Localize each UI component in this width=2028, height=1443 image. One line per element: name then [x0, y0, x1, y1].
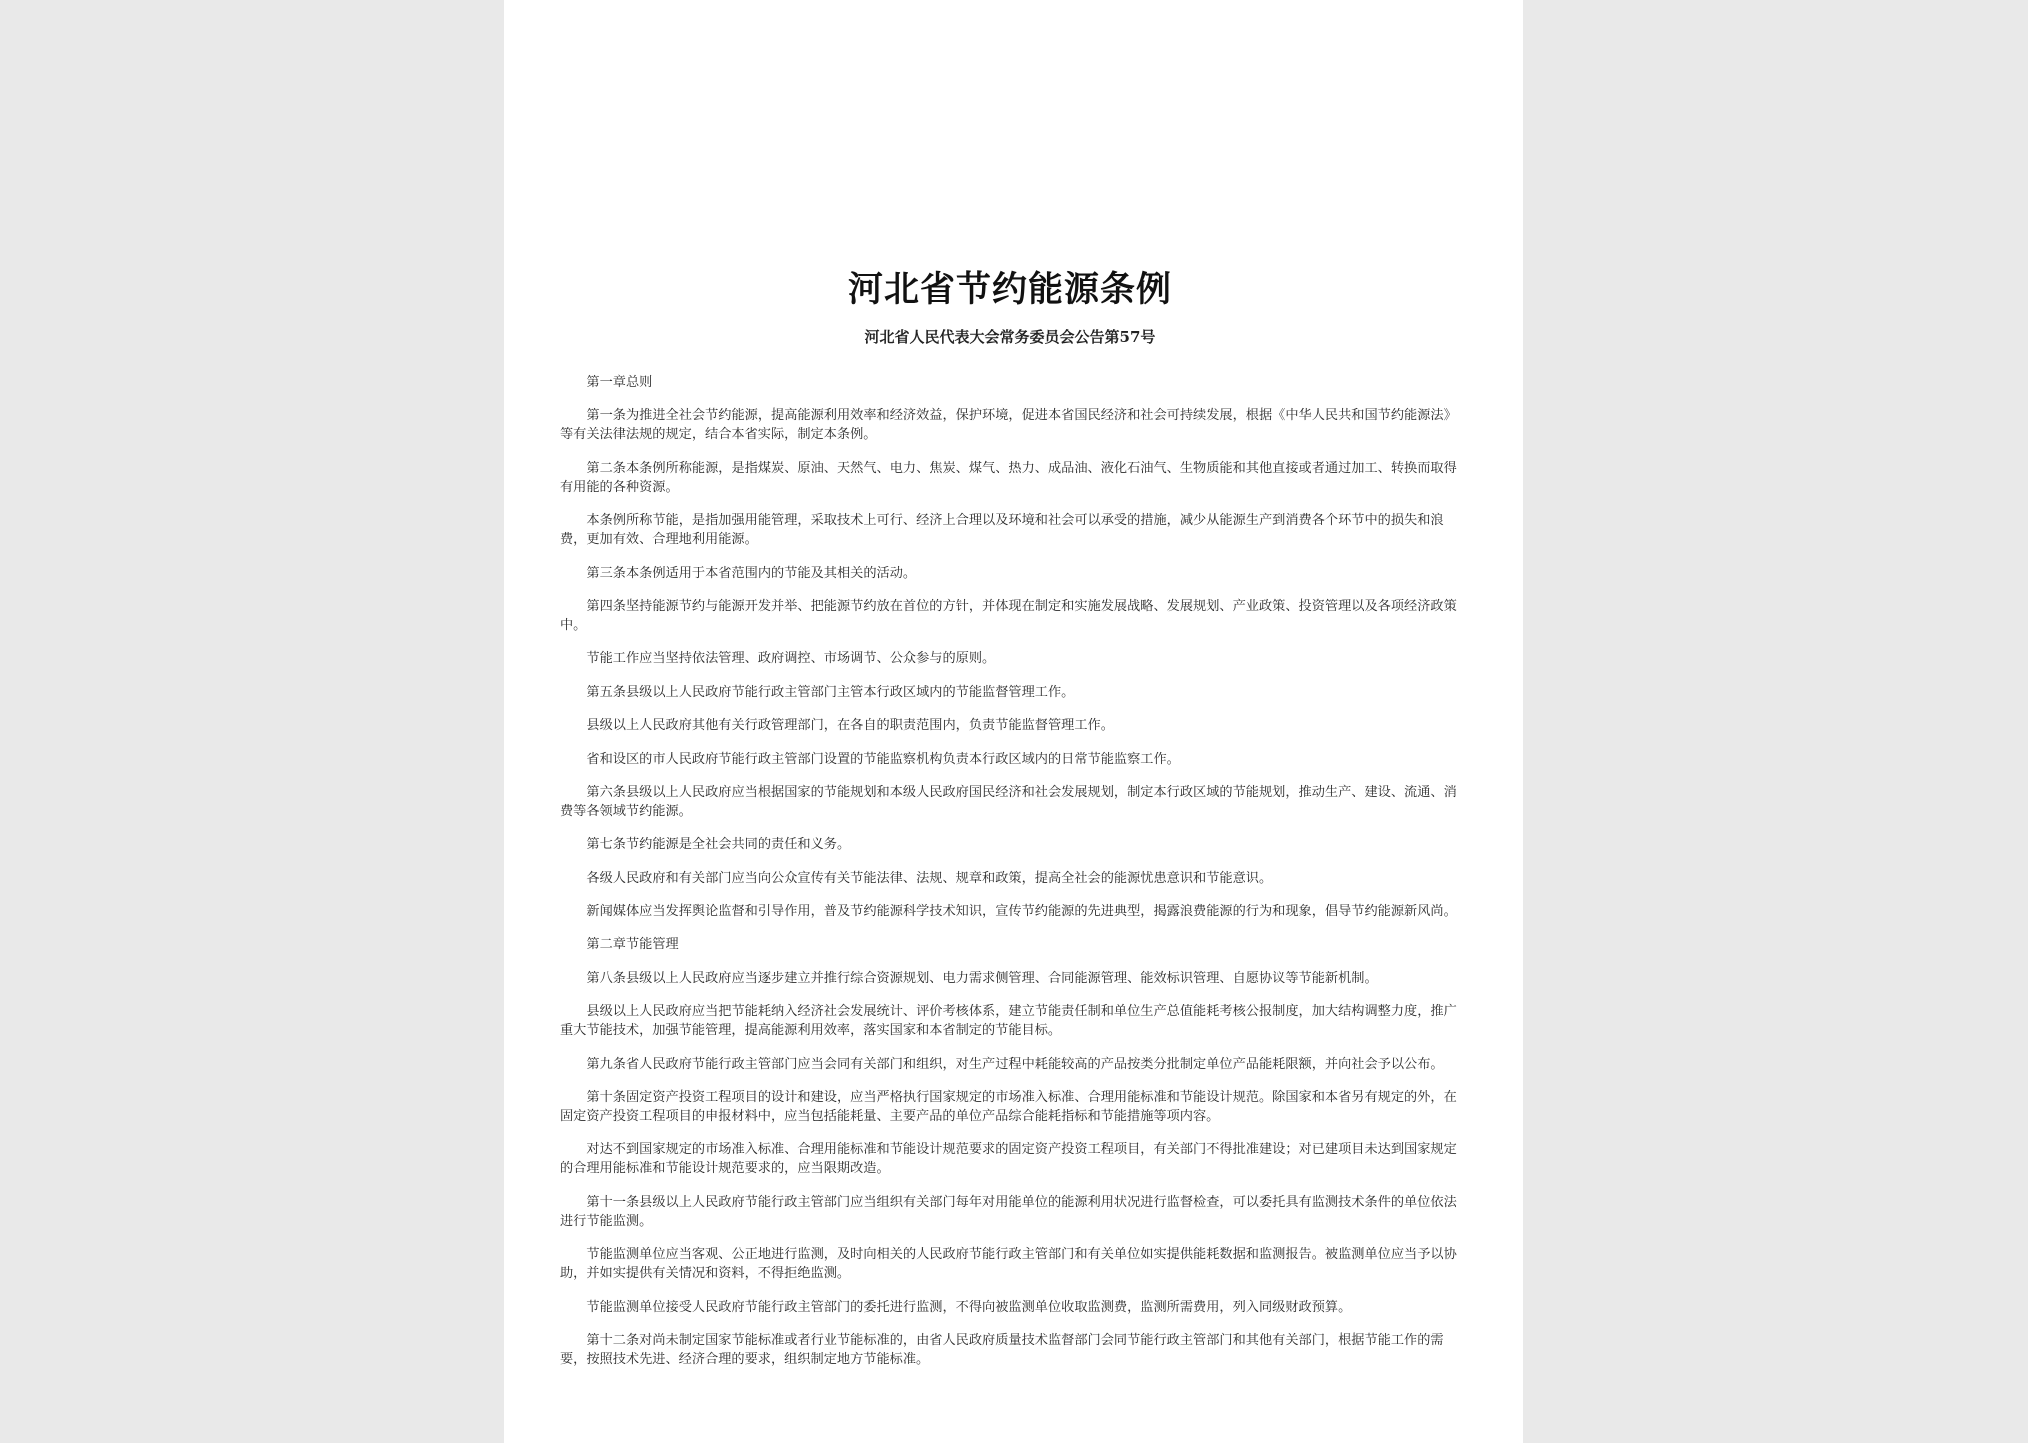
article-paragraph: 第十二条对尚未制定国家节能标准或者行业节能标准的，由省人民政府质量技术监督部门会同节能行政主管部门和其他有关部门，根据节能工作的需要，按照技术先进、经济合理的要求，组织制定地方节能标准。: [560, 1332, 1444, 1367]
article-paragraph: 县级以上人民政府应当把节能耗纳入经济社会发展统计、评价考核体系，建立节能责任制和单位生产总值能耗考核公报制度，加大结构调整力度，推广重大节能技术，加强节能管理，提高能源利用效率，落实国家和本省制定的节能目标。: [560, 1004, 1457, 1039]
article-paragraph: 第一条为推进全社会节约能源，提高能源利用效率和经济效益，保护环境，促进本省国民经济和社会可持续发展，根据《中华人民共和国节约能源法》等有关法律法规的规定，结合本省实际，制定本条例。: [560, 408, 1457, 443]
article-paragraph: 各级人民政府和有关部门应当向公众宣传有关节能法律、法规、规章和政策，提高全社会的能源忧患意识和节能意识。: [586, 870, 1273, 886]
article-paragraph: 节能监测单位应当客观、公正地进行监测，及时向相关的人民政府节能行政主管部门和有关单位如实提供能耗数据和监测报告。被监测单位应当予以协助，并如实提供有关情况和资料，不得拒绝监测。: [560, 1247, 1457, 1282]
article-paragraph: 第十条固定资产投资工程项目的设计和建设，应当严格执行国家规定的市场准入标准、合理用能标准和节能设计规范。除国家和本省另有规定的外，在固定资产投资工程项目的申报材料中，应当包括能耗量、主要产品的单位产品综合能耗指标和节能措施等项内容。: [560, 1090, 1457, 1125]
article-paragraph: 第八条县级以上人民政府应当逐步建立并推行综合资源规划、电力需求侧管理、合同能源管理、能效标识管理、自愿协议等节能新机制。: [586, 970, 1378, 986]
document-page: [504, 0, 1523, 1443]
article-paragraph: 第二条本条例所称能源，是指煤炭、原油、天然气、电力、焦炭、煤气、热力、成品油、液化石油气、生物质能和其他直接或者通过加工、转换而取得有用能的各种资源。: [560, 460, 1457, 495]
article-paragraph: 省和设区的市人民政府节能行政主管部门设置的节能监察机构负责本行政区域内的日常节能监察工作。: [586, 751, 1180, 767]
article-paragraph: 对达不到国家规定的市场准入标准、合理用能标准和节能设计规范要求的固定资产投资工程项目，有关部门不得批准建设；对已建项目未达到国家规定的合理用能标准和节能设计规范要求的，应当限期改造。: [560, 1142, 1457, 1177]
document-title: 河北省节约能源条例: [847, 269, 1172, 310]
article-paragraph: 新闻媒体应当发挥舆论监督和引导作用，普及节约能源科学技术知识，宣传节约能源的先进典型，揭露浪费能源的行为和现象，倡导节约能源新风尚。: [586, 904, 1457, 920]
article-paragraph: 县级以上人民政府其他有关行政管理部门，在各自的职责范围内，负责节能监督管理工作。: [586, 718, 1114, 734]
article-paragraph: 本条例所称节能，是指加强用能管理，采取技术上可行、经济上合理以及环境和社会可以承受的措施，减少从能源生产到消费各个环节中的损失和浪费，更加有效、合理地利用能源。: [560, 513, 1444, 548]
chapter-heading: 第二章节能管理: [586, 937, 679, 953]
article-paragraph: 第五条县级以上人民政府节能行政主管部门主管本行政区域内的节能监督管理工作。: [586, 684, 1075, 700]
article-paragraph: 第九条省人民政府节能行政主管部门应当会同有关部门和组织，对生产过程中耗能较高的产品按类分批制定单位产品能耗限额，并向社会予以公布。: [586, 1056, 1444, 1072]
article-paragraph: 节能工作应当坚持依法管理、政府调控、市场调节、公众参与的原则。: [586, 651, 996, 667]
article-paragraph: 第四条坚持能源节约与能源开发并举、把能源节约放在首位的方针，并体现在制定和实施发展战略、发展规划、产业政策、投资管理以及各项经济政策中。: [560, 598, 1457, 633]
article-paragraph: 第三条本条例适用于本省范围内的节能及其相关的活动。: [586, 565, 917, 581]
chapter-heading: 第一章总则: [586, 375, 653, 390]
article-paragraph: 第六条县级以上人民政府应当根据国家的节能规划和本级人民政府国民经济和社会发展规划，制定本行政区域的节能规划，推动生产、建设、流通、消费等各领域节约能源。: [560, 784, 1457, 819]
article-paragraph: 节能监测单位接受人民政府节能行政主管部门的委托进行监测，不得向被监测单位收取监测费，监测所需费用，列入同级财政预算。: [586, 1299, 1352, 1315]
article-paragraph: 第十一条县级以上人民政府节能行政主管部门应当组织有关部门每年对用能单位的能源利用状况进行监督检查，可以委托具有监测技术条件的单位依法进行节能监测。: [560, 1194, 1457, 1229]
document-subtitle: 河北省人民代表大会常务委员会公告第57号: [864, 328, 1156, 346]
article-paragraph: 第七条节约能源是全社会共同的责任和义务。: [586, 837, 851, 853]
document-body: [560, 373, 1460, 1383]
